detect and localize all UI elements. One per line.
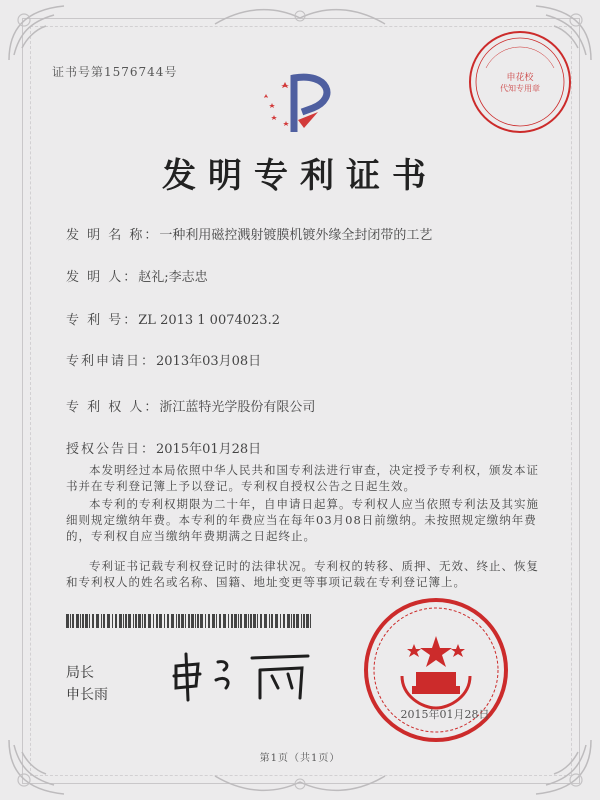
field-label: 授权公告日： <box>66 442 157 457</box>
field-value: 赵礼;李志忠 <box>138 270 208 285</box>
barcode-icon <box>66 614 314 628</box>
director-title: 局长 <box>66 665 94 681</box>
bottom-ornament-icon <box>205 768 395 796</box>
field-value: ZL 2013 1 0074023.2 <box>138 313 280 328</box>
certificate-body <box>66 462 546 592</box>
patent-office-logo-icon <box>258 68 348 140</box>
certificate-title: 发明专利证书 <box>162 156 438 196</box>
page-number: 第1页（共1页） <box>259 753 341 764</box>
field-label: 专 利 权 人： <box>66 400 160 415</box>
certificate-number: 证书号第1576744号 <box>52 65 178 79</box>
body-paragraph: 专利证书记载专利权登记时的法律状况。专利权的转移、质押、无效、终止、恢复和专利权人的姓名或名称、国籍、地址变更等事项记载在专利登记簿上。 <box>66 559 539 589</box>
field-value: 2015年01月28日 <box>156 442 262 457</box>
field-inventors <box>66 266 208 285</box>
field-label: 专 利 号： <box>66 313 139 328</box>
field-value: 浙江蓝特光学股份有限公司 <box>159 400 316 415</box>
director-signature-icon <box>168 636 318 706</box>
agency-seal-text <box>466 28 574 136</box>
corner-ornament-icon <box>526 730 596 800</box>
director-name: 申长雨 <box>66 687 108 703</box>
field-label: 专利申请日： <box>66 354 157 369</box>
top-ornament-icon <box>205 4 395 32</box>
field-value: 一种利用磁控溅射镀膜机镀外缘全封闭带的工艺 <box>159 228 433 243</box>
field-application-date <box>66 350 261 369</box>
body-paragraph: 本发明经过本局依照中华人民共和国专利法进行审查，决定授予专利权，颁发本证书并在专利登记簿上予以登记。专利权自授权公告之日起生效。 <box>66 463 539 493</box>
body-paragraph: 本专利的专利权期限为二十年，自申请日起算。专利权人应当依照专利法及其实施细则规定缴纳年费。本专利的年费应当在每年03月08日前缴纳。未按照规定缴纳年费的，专利权自应当缴纳年费期满之日起终止。 <box>66 497 539 543</box>
agency-seal-line2: 代知专用章 <box>500 84 540 93</box>
field-label: 发 明 人： <box>66 270 139 285</box>
corner-ornament-icon <box>4 730 74 800</box>
field-label: 发 明 名 称： <box>66 228 160 243</box>
field-grant-date <box>66 438 261 457</box>
corner-ornament-icon <box>4 0 74 70</box>
seal-date: 2015年01月28日 <box>400 708 490 721</box>
field-patent-number <box>66 309 280 328</box>
field-invention-name <box>66 224 432 243</box>
agency-seal-line1: 申花校 <box>506 73 534 83</box>
field-value: 2013年03月08日 <box>156 354 262 369</box>
field-patentee <box>66 396 315 415</box>
